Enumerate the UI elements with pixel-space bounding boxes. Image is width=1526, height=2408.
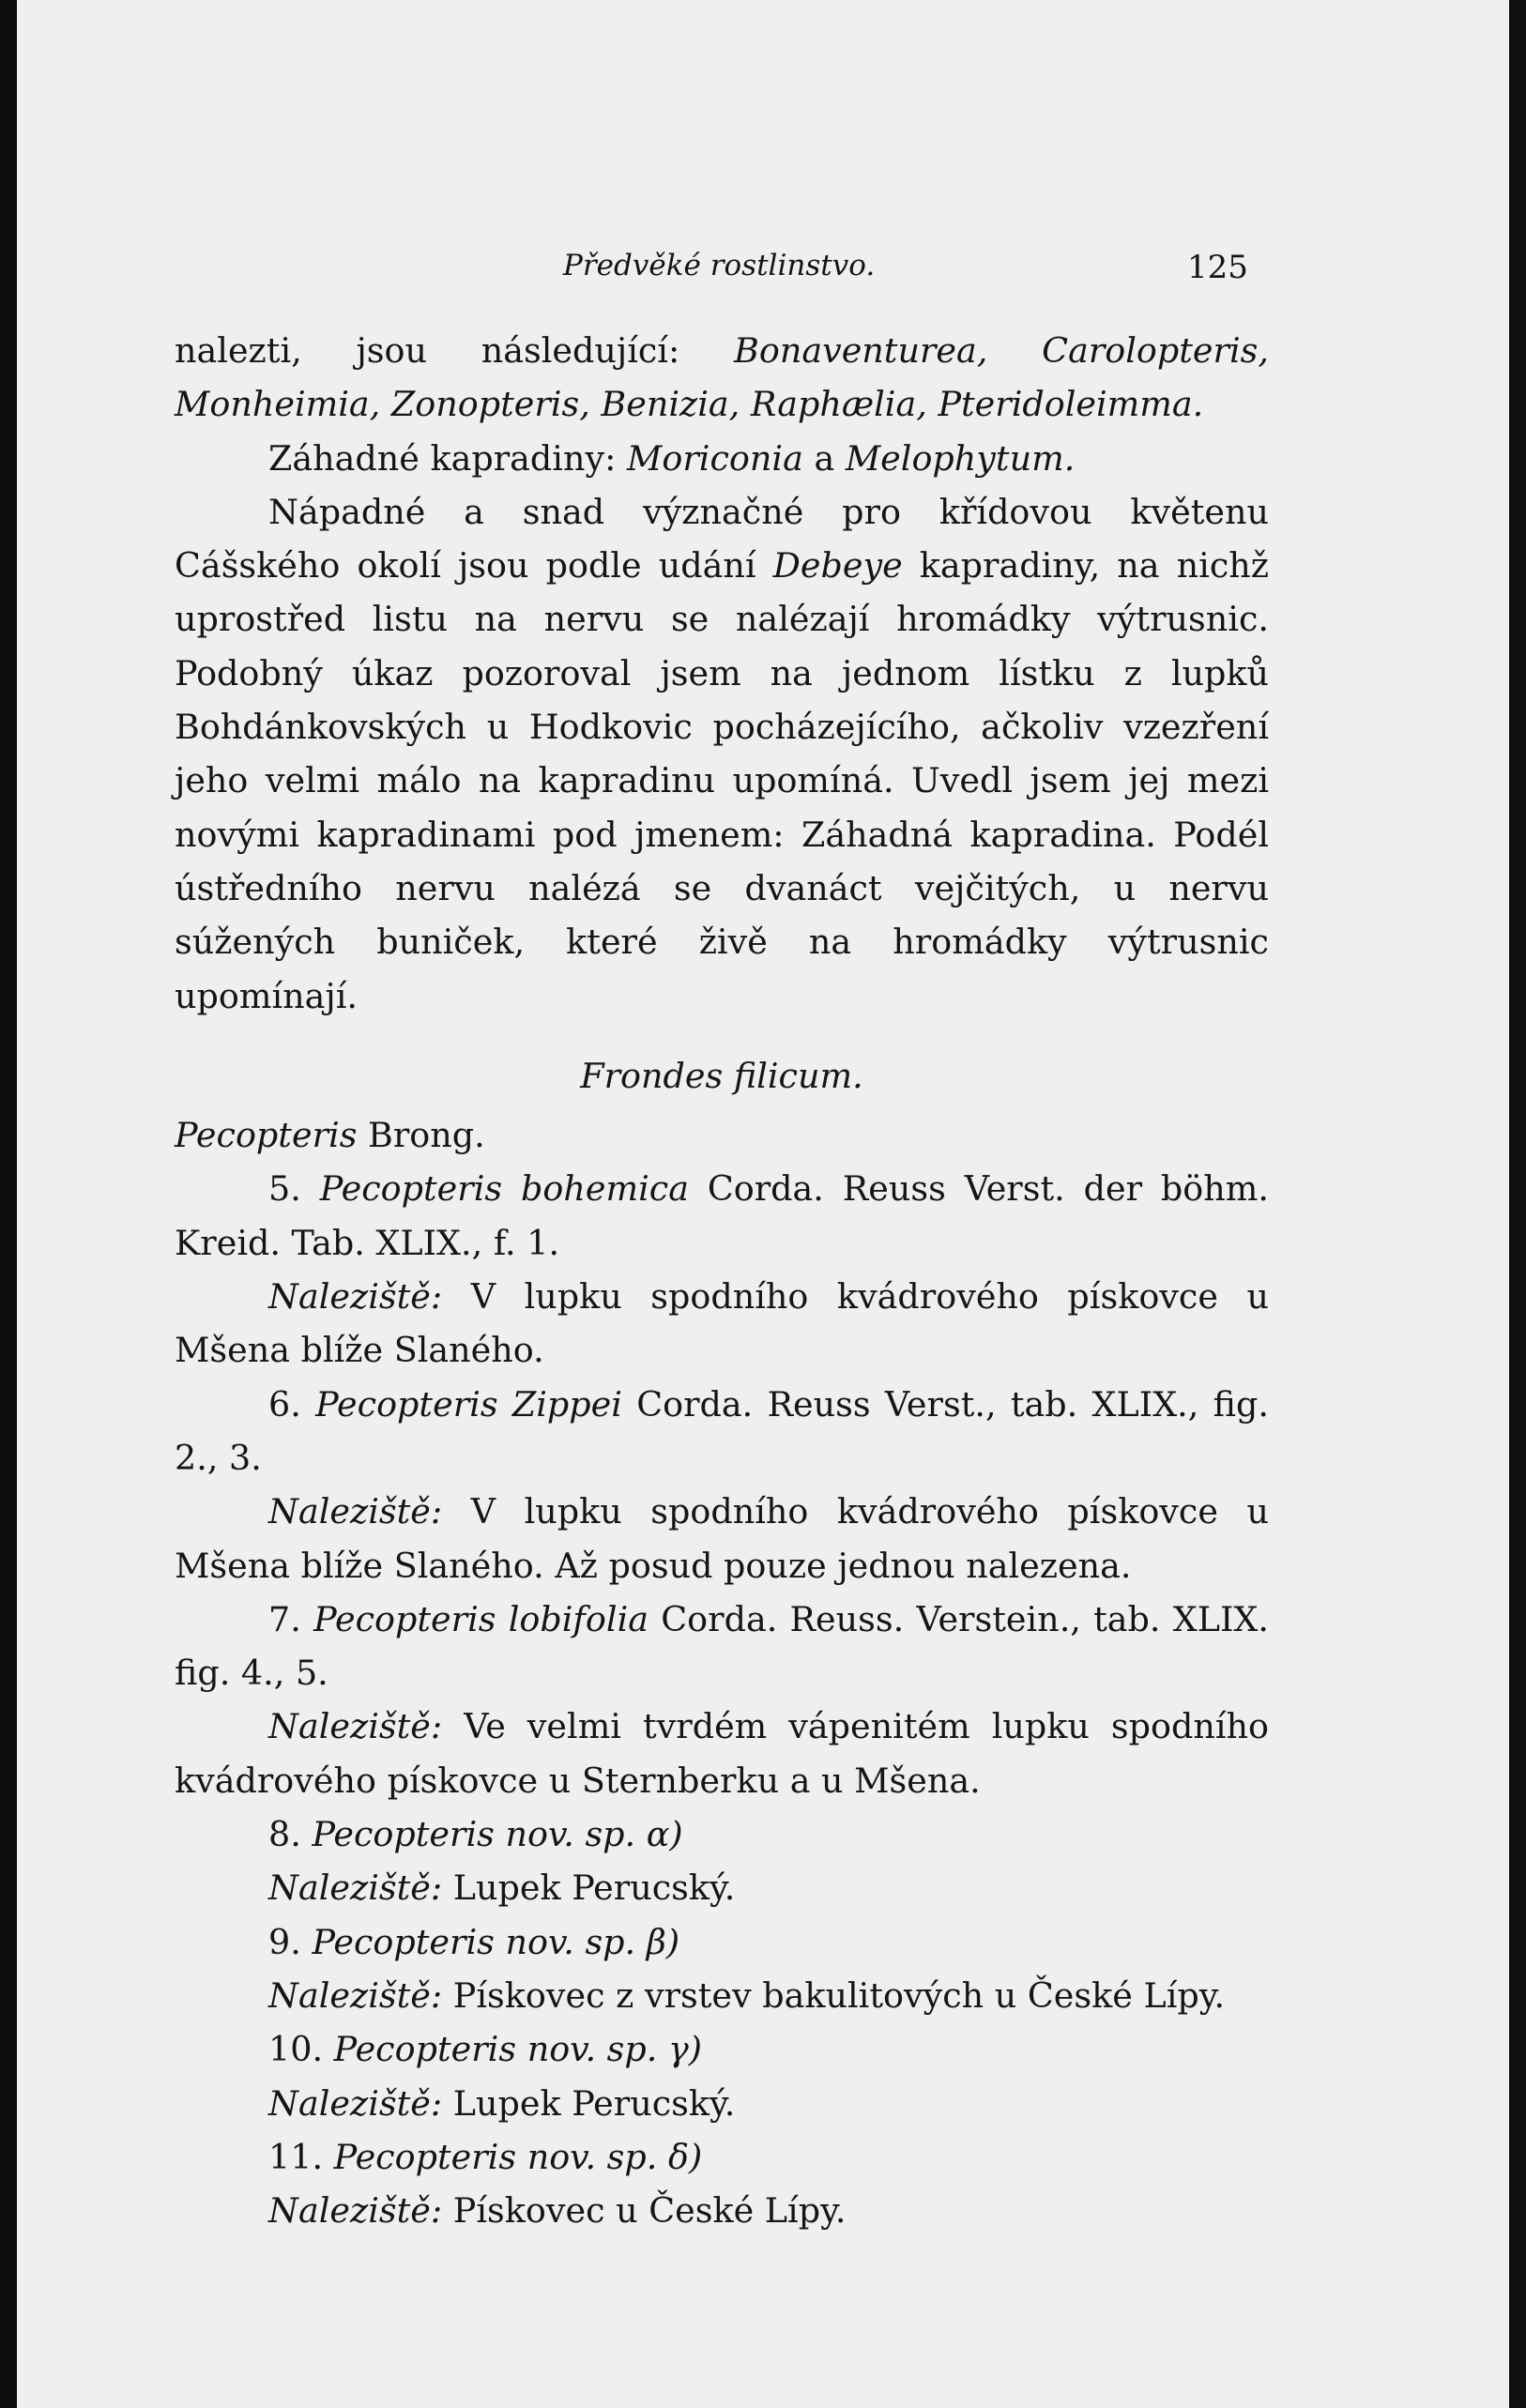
taxa-list: Bonaventurea, Carolopteris, Monheimia, Zonopteris, Benizia, Raphælia, Pteridoleimma. [175,330,1269,425]
entry-10 [175,2022,1269,2130]
entry-5 [175,1162,1269,1377]
entry-locality: Naleziště: V lupku spodního kvádrového pískovce u Mšena blíže Slaného. Až posud pouze jednou nalezena. [175,1491,1269,1586]
entry-title: 11. Pecopteris nov. sp. δ) [268,2136,703,2177]
entry-title: 7. Pecopteris lobifolia Corda. Reuss. Verstein., tab. XLIX. fig. 4., 5. [175,1598,1269,1694]
entry-title: 6. Pecopteris Zippei Corda. Reuss Verst., tab. XLIX., fig. 2., 3. [175,1383,1269,1478]
entry-locality: Naleziště: Lupek Perucský. [268,1867,736,1909]
entry-title: 8. Pecopteris nov. sp. α) [268,1814,683,1855]
scan-left-edge [0,0,17,2408]
genus-heading: Pecopteris Brong. [175,1115,485,1156]
paragraph-continuation: nalezti, jsou následující: Bonaventurea, Carolopteris, Monheimia, Zonopteris, Benizia, Raphælia, Pteridoleimma. [175,330,1269,425]
paragraph-aachen-ferns: Nápadné a snad význačné pro křídovou květenu Cášského okolí jsou podle udání Debeye kapradiny, na nichž uprostřed listu na nervu se nalézají hromádky výtrusnic. Podobný úkaz pozoroval jsem na jednom lístku z lupků Bohdánkovských u Hodkovic pocházejícího, ačkoliv vzezření jeho velmi málo na kapradinu upomíná. Uvedl jsem jej mezi novými kapradinami pod jmenem: Záhadná kapradina. Podél ústředního nervu nalézá se dvanáct vejčitých, u nervu súžených buniček, které živě na hromádky výtrusnic upomínají. [175,491,1270,1016]
entry-title: 5. Pecopteris bohemica Corda. Reuss Verst. der böhm. Kreid. Tab. XLIX., f. 1. [175,1168,1269,1263]
running-title: Předvěké rostlinstvo. [563,249,876,282]
entry-title: 9. Pecopteris nov. sp. β) [268,1921,680,1962]
entry-locality: Naleziště: Pískovec u České Lípy. [268,2190,847,2232]
entry-locality: Naleziště: Ve velmi tvrdém vápenitém lupku spodního kvádrového pískovce u Sternberku a u Mšena. [175,1706,1269,1801]
entry-8 [175,1807,1269,1915]
entry-locality: Naleziště: V lupku spodního kvádrového pískovce u Mšena blíže Slaného. [175,1276,1269,1371]
entry-11 [175,2130,1269,2238]
entry-locality: Naleziště: Pískovec z vrstev bakulitových u České Lípy. [268,1974,1226,2016]
author-name: Debeye [772,545,903,587]
entry-9 [175,1915,1269,2023]
page-header [17,249,1509,296]
entry-7 [175,1593,1269,1807]
page-body [175,324,1269,2237]
page-number: 125 [1187,249,1248,286]
book-page [17,0,1509,2408]
scan-right-edge [1509,0,1526,2408]
entry-title: 10. Pecopteris nov. sp. γ) [268,2029,703,2070]
section-heading: Frondes filicum. [580,1055,863,1096]
paragraph-enigmatic-ferns: Záhadné kapradiny: Moriconia a Melophytum. [268,437,1076,479]
entry-6 [175,1378,1269,1593]
entry-locality: Naleziště: Lupek Perucský. [268,2082,736,2124]
